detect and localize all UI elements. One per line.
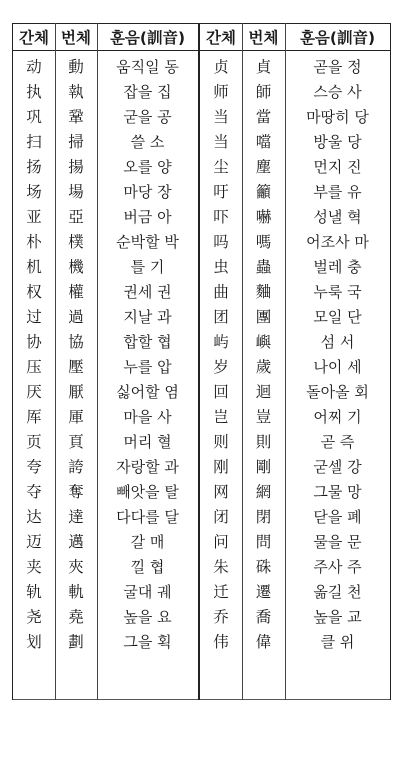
simplified-char: 扫 — [26, 133, 42, 151]
traditional-char: 達 — [68, 508, 84, 526]
traditional-char: 過 — [68, 308, 84, 326]
traditional-char: 嚇 — [255, 208, 272, 226]
simplified-char: 闭 — [213, 508, 229, 526]
simplified-char: 屿 — [213, 333, 229, 351]
table-bottom-rule — [13, 699, 390, 700]
traditional-char: 劃 — [68, 633, 84, 651]
meaning-reading: 싫어할 염 — [116, 382, 179, 401]
meaning-reading: 옮길 천 — [313, 582, 362, 601]
simplified-char: 夹 — [26, 558, 42, 576]
simplified-char: 团 — [213, 308, 229, 326]
meaning-reading: 모일 단 — [313, 307, 362, 326]
traditional-char: 嶼 — [255, 333, 272, 351]
simplified-char: 伟 — [213, 633, 229, 651]
simplified-char: 岁 — [213, 358, 229, 376]
meaning-reading: 틀 기 — [130, 257, 165, 276]
traditional-char: 頁 — [68, 433, 84, 451]
traditional-char: 機 — [68, 258, 84, 276]
simplified-char: 虫 — [213, 258, 229, 276]
traditional-char: 喬 — [255, 608, 272, 626]
meaning-reading: 곧을 정 — [313, 57, 362, 76]
simplified-char: 划 — [26, 633, 42, 651]
traditional-char: 當 — [255, 108, 272, 126]
header-simplified: 간체 — [206, 28, 236, 47]
simplified-char: 厌 — [26, 383, 42, 401]
traditional-char: 麯 — [255, 283, 272, 301]
meaning-reading: 어조사 마 — [306, 232, 369, 251]
meaning-reading: 물을 문 — [313, 532, 362, 551]
traditional-char: 權 — [68, 283, 84, 301]
simplified-char: 厍 — [26, 408, 42, 426]
header-traditional: 번체 — [61, 28, 91, 47]
meaning-reading: 합할 협 — [123, 332, 172, 351]
meaning-reading: 돌아올 회 — [306, 382, 369, 401]
simplified-char: 场 — [26, 183, 42, 201]
meaning-reading: 오를 양 — [123, 157, 172, 176]
simplified-char: 迈 — [26, 533, 42, 551]
traditional-char: 閉 — [255, 508, 272, 526]
meaning-reading: 순박할 박 — [116, 232, 179, 251]
simplified-char: 页 — [26, 433, 42, 451]
traditional-char: 師 — [255, 83, 272, 101]
meaning-reading: 지날 과 — [123, 307, 172, 326]
simplified-char: 权 — [26, 283, 42, 301]
meaning-reading: 권세 권 — [123, 282, 172, 301]
simplified-char: 迁 — [213, 583, 229, 601]
traditional-char: 嗎 — [255, 233, 272, 251]
traditional-char: 偉 — [255, 633, 272, 651]
traditional-char: 豈 — [255, 408, 272, 426]
traditional-char: 厙 — [68, 408, 84, 426]
simplified-char: 达 — [26, 508, 42, 526]
simplified-char: 尧 — [26, 608, 42, 626]
meaning-reading: 누를 압 — [123, 357, 172, 376]
simplified-char: 亚 — [26, 208, 42, 226]
meaning-reading: 굴대 궤 — [123, 582, 172, 601]
meaning-reading: 어찌 기 — [313, 407, 362, 426]
meaning-reading: 주사 주 — [313, 557, 362, 576]
simplified-char: 过 — [26, 308, 42, 326]
traditional-char: 籲 — [255, 183, 272, 201]
simplified-char: 当 — [213, 133, 229, 151]
simplified-char: 朱 — [213, 558, 229, 576]
traditional-char: 奪 — [68, 483, 84, 501]
traditional-char: 厭 — [68, 383, 84, 401]
simplified-char: 尘 — [213, 158, 229, 176]
meaning-reading: 먼지 진 — [313, 157, 362, 176]
meaning-reading: 굳셀 강 — [313, 457, 362, 476]
meaning-reading: 닫을 폐 — [313, 507, 362, 526]
header-meaning-reading: 훈음(訓音) — [299, 28, 376, 47]
traditional-char: 場 — [68, 183, 84, 201]
traditional-char: 硃 — [255, 558, 272, 576]
meaning-reading: 마을 사 — [123, 407, 172, 426]
simplified-char: 执 — [26, 83, 42, 101]
meaning-reading: 스승 사 — [313, 82, 362, 101]
header-meaning-reading: 훈음(訓音) — [109, 28, 186, 47]
simplified-char: 朴 — [26, 233, 42, 251]
traditional-char: 樸 — [68, 233, 84, 251]
traditional-char: 遷 — [255, 583, 272, 601]
meaning-reading: 쓸 소 — [130, 132, 165, 151]
meaning-reading: 움직일 동 — [116, 57, 179, 76]
simplified-char: 网 — [213, 483, 229, 501]
meaning-reading: 마당 장 — [123, 182, 172, 201]
traditional-char: 壓 — [68, 358, 84, 376]
traditional-char: 問 — [255, 533, 272, 551]
meaning-reading: 성낼 혁 — [313, 207, 362, 226]
traditional-char: 夾 — [68, 558, 84, 576]
meaning-reading: 자랑할 과 — [116, 457, 179, 476]
traditional-char: 軌 — [68, 583, 84, 601]
traditional-char: 則 — [255, 433, 272, 451]
simplified-char: 刚 — [213, 458, 229, 476]
traditional-char: 掃 — [68, 133, 84, 151]
simplified-char: 则 — [213, 433, 229, 451]
meaning-reading: 누룩 국 — [313, 282, 362, 301]
simplified-char: 吓 — [213, 208, 229, 226]
meaning-reading: 클 위 — [320, 632, 355, 651]
meaning-reading: 버금 아 — [123, 207, 172, 226]
meaning-reading: 섬 서 — [320, 332, 355, 351]
traditional-char: 協 — [68, 333, 84, 351]
simplified-char: 机 — [26, 258, 42, 276]
header-traditional: 번체 — [248, 28, 279, 47]
traditional-char: 剛 — [255, 458, 272, 476]
meaning-reading: 부를 유 — [313, 182, 362, 201]
simplified-char: 吗 — [213, 233, 229, 251]
simplified-char: 巩 — [26, 108, 42, 126]
traditional-char: 貞 — [255, 58, 272, 76]
traditional-char: 誇 — [68, 458, 84, 476]
traditional-char: 迴 — [255, 383, 272, 401]
meaning-reading: 머리 혈 — [123, 432, 172, 451]
simplified-char: 回 — [213, 383, 229, 401]
meaning-reading: 낄 협 — [130, 557, 165, 576]
meaning-reading: 잡을 집 — [123, 82, 172, 101]
traditional-char: 蟲 — [255, 258, 272, 276]
meaning-reading: 빼앗을 탈 — [116, 482, 179, 501]
traditional-char: 噹 — [255, 133, 272, 151]
simplified-char: 问 — [213, 533, 229, 551]
traditional-char: 揚 — [68, 158, 84, 176]
meaning-reading: 높을 요 — [123, 607, 172, 626]
meaning-reading: 곧 즉 — [320, 432, 355, 451]
simplified-char: 协 — [26, 333, 42, 351]
traditional-char: 動 — [68, 58, 84, 76]
traditional-char: 邁 — [68, 533, 84, 551]
meaning-reading: 벌레 충 — [313, 257, 362, 276]
traditional-char: 網 — [255, 483, 272, 501]
meaning-reading: 그을 획 — [123, 632, 172, 651]
meaning-reading: 마땅히 당 — [306, 107, 369, 126]
traditional-char: 堯 — [68, 608, 84, 626]
meaning-reading: 갈 매 — [130, 532, 165, 551]
traditional-char: 執 — [68, 83, 84, 101]
simplified-char: 岂 — [213, 408, 229, 426]
simplified-char: 压 — [26, 358, 42, 376]
meaning-reading: 방울 당 — [313, 132, 362, 151]
header-rule — [13, 50, 390, 51]
traditional-char: 塵 — [255, 158, 272, 176]
simplified-char: 吁 — [213, 183, 229, 201]
simplified-char: 夺 — [26, 483, 42, 501]
simplified-char: 夸 — [26, 458, 42, 476]
simplified-char: 乔 — [213, 608, 229, 626]
simplified-char: 扬 — [26, 158, 42, 176]
simplified-char: 师 — [213, 83, 229, 101]
meaning-reading: 다다를 달 — [116, 507, 179, 526]
header-simplified: 간체 — [19, 28, 49, 47]
simplified-char: 动 — [26, 58, 42, 76]
simplified-char: 轨 — [26, 583, 42, 601]
meaning-reading: 높을 교 — [313, 607, 362, 626]
meaning-reading: 굳을 공 — [123, 107, 172, 126]
hanja-table — [12, 23, 391, 700]
meaning-reading: 나이 세 — [313, 357, 362, 376]
traditional-char: 歲 — [255, 358, 272, 376]
simplified-char: 当 — [213, 108, 229, 126]
simplified-char: 贞 — [213, 58, 229, 76]
simplified-char: 曲 — [213, 283, 229, 301]
meaning-reading: 그물 망 — [313, 482, 362, 501]
traditional-char: 亞 — [68, 208, 84, 226]
traditional-char: 團 — [255, 308, 272, 326]
traditional-char: 鞏 — [68, 108, 84, 126]
